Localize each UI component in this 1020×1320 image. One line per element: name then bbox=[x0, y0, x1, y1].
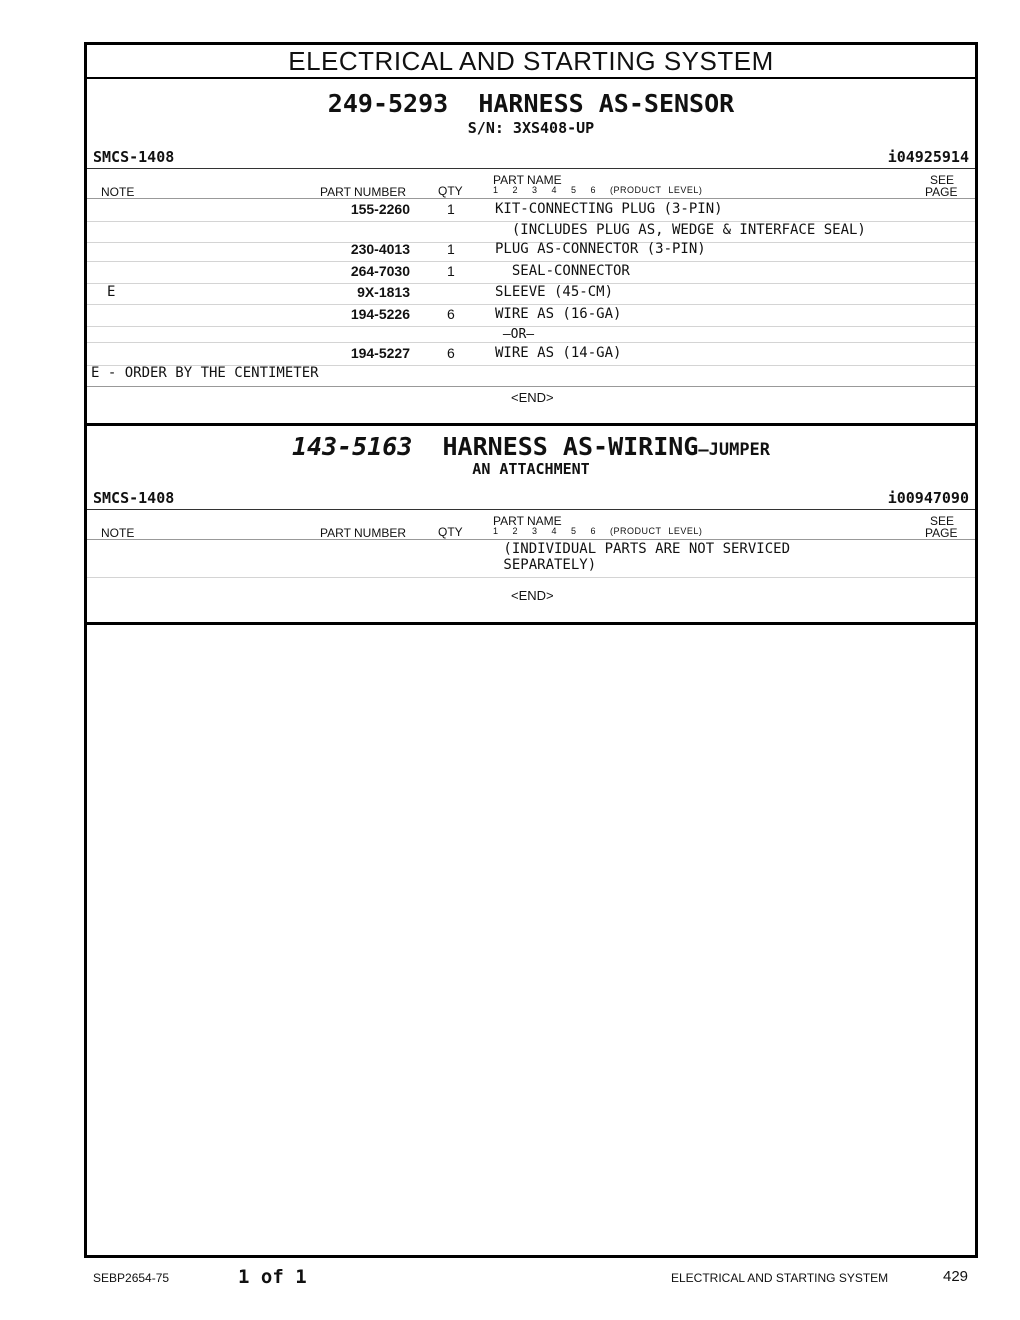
parts-section-wiring-jumper bbox=[87, 426, 975, 625]
table-row bbox=[87, 343, 975, 366]
row-part-number: 194-5227 bbox=[350, 345, 410, 361]
column-header-note: NOTE bbox=[101, 185, 135, 199]
table-row bbox=[87, 199, 975, 222]
footer-section-name: ELECTRICAL AND STARTING SYSTEM bbox=[671, 1271, 889, 1285]
smcs-code: SMCS-1408 bbox=[93, 148, 175, 166]
table-row bbox=[87, 239, 975, 262]
column-header-part-number: PART NUMBER bbox=[320, 526, 407, 540]
row-part-name: SEAL-CONNECTOR bbox=[495, 263, 630, 279]
row-note: E bbox=[107, 284, 116, 300]
end-marker: <END> bbox=[511, 390, 554, 405]
section-part-number: 249-5293 bbox=[327, 89, 449, 118]
column-header-see: SEE bbox=[930, 173, 955, 187]
column-header-page: PAGE bbox=[925, 526, 958, 540]
row-part-number: 9X-1813 bbox=[357, 284, 410, 300]
row-part-name: (INCLUDES PLUG AS, WEDGE & INTERFACE SEAL) bbox=[495, 222, 866, 238]
section-part-title: HARNESS AS-SENSOR bbox=[478, 89, 735, 118]
divider bbox=[87, 386, 975, 387]
column-header-product-level: 1 2 3 4 5 6 (PRODUCT LEVEL) bbox=[493, 185, 703, 195]
section-part-number: 143-5163 bbox=[291, 432, 413, 461]
footer-doc-number: SEBP2654-75 bbox=[93, 1271, 170, 1285]
section-title bbox=[87, 89, 975, 118]
table-row bbox=[87, 261, 975, 284]
column-header-part-name: PART NAME bbox=[493, 514, 562, 528]
row-part-number: 230-4013 bbox=[350, 241, 410, 257]
divider bbox=[87, 539, 975, 540]
section-title-suffix: —JUMPER bbox=[698, 440, 771, 460]
column-header-qty: QTY bbox=[438, 525, 463, 539]
column-header-part-number: PART NUMBER bbox=[320, 185, 407, 199]
section-subtitle: AN ATTACHMENT bbox=[472, 460, 590, 478]
section-part-title: HARNESS AS-WIRING bbox=[442, 432, 699, 461]
table-row bbox=[87, 557, 975, 578]
table-row bbox=[87, 541, 975, 557]
row-part-number: 194-5226 bbox=[350, 306, 410, 322]
column-header-note: NOTE bbox=[101, 526, 135, 540]
row-qty: 6 bbox=[447, 345, 455, 361]
end-marker: <END> bbox=[511, 588, 554, 603]
column-header-see: SEE bbox=[930, 514, 955, 528]
divider bbox=[87, 168, 975, 169]
footnote: E - ORDER BY THE CENTIMETER bbox=[91, 365, 319, 381]
row-part-name: WIRE AS (16-GA) bbox=[495, 306, 622, 322]
illustration-id: i04925914 bbox=[887, 148, 969, 166]
parts-section-sensor bbox=[87, 79, 975, 426]
smcs-code: SMCS-1408 bbox=[93, 489, 175, 507]
column-header-product-level: 1 2 3 4 5 6 (PRODUCT LEVEL) bbox=[493, 526, 703, 536]
page-title: ELECTRICAL AND STARTING SYSTEM bbox=[87, 45, 975, 79]
table-row bbox=[87, 325, 975, 343]
footer-page-count: 1 of 1 bbox=[238, 1266, 307, 1288]
row-part-name: PLUG AS-CONNECTOR (3-PIN) bbox=[495, 241, 706, 257]
divider bbox=[87, 509, 975, 510]
row-part-name: WIRE AS (14-GA) bbox=[495, 345, 622, 361]
section-subtitle: S/N: 3XS408-UP bbox=[467, 119, 595, 137]
document-frame bbox=[84, 42, 978, 1258]
column-header-qty: QTY bbox=[438, 184, 463, 198]
row-qty: 1 bbox=[447, 241, 455, 257]
column-header-page: PAGE bbox=[925, 185, 958, 199]
row-part-name: KIT-CONNECTING PLUG (3-PIN) bbox=[495, 201, 723, 217]
footer-page-number: 429 bbox=[943, 1268, 969, 1285]
row-qty: 1 bbox=[447, 201, 455, 217]
row-qty: 6 bbox=[447, 306, 455, 322]
column-header-part-name: PART NAME bbox=[493, 173, 562, 187]
row-part-name: SEPARATELY) bbox=[495, 557, 597, 573]
section-title bbox=[87, 432, 975, 461]
row-part-number: 264-7030 bbox=[350, 263, 410, 279]
row-part-name: —OR— bbox=[495, 327, 535, 342]
row-part-name: SLEEVE (45-CM) bbox=[495, 284, 614, 300]
table-row bbox=[87, 282, 975, 305]
row-qty: 1 bbox=[447, 263, 455, 279]
row-part-number: 155-2260 bbox=[350, 201, 410, 217]
illustration-id: i00947090 bbox=[887, 489, 969, 507]
table-row bbox=[87, 304, 975, 327]
row-part-name: (INDIVIDUAL PARTS ARE NOT SERVICED bbox=[495, 541, 791, 557]
